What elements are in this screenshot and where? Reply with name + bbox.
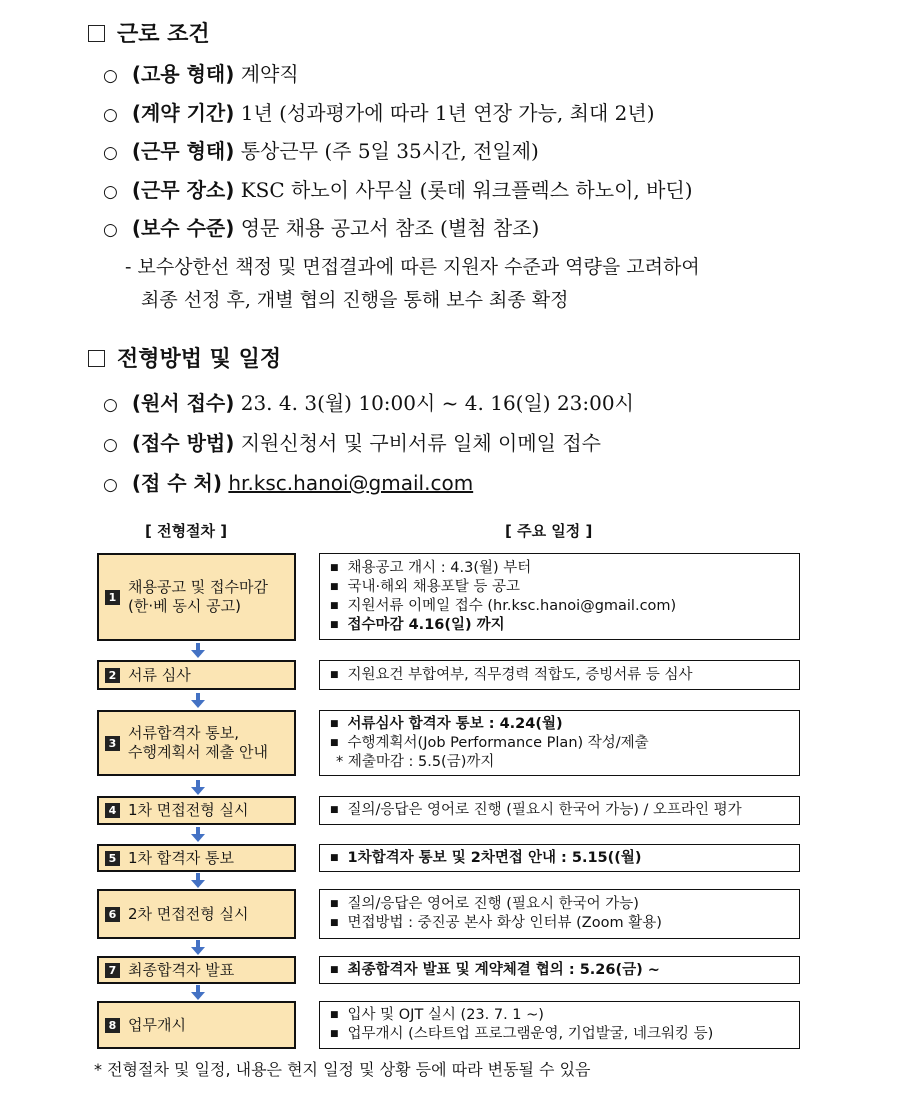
schedule-line: ■ 입사 및 OJT 실시 (23. 7. 1 ~) xyxy=(330,1007,544,1023)
selection-application-period: ○ (원서 접수) 23. 4. 3(월) 10:00시 ~ 4. 16(일) 23:00시 xyxy=(103,391,634,415)
square-bullet-icon: ■ xyxy=(330,1010,339,1020)
step-number-badge: 4 xyxy=(105,803,120,818)
schedule-line: ■ 국내·해외 채용포탈 등 공고 xyxy=(330,578,521,595)
circle-bullet-icon: ○ xyxy=(103,395,118,415)
footer-note: * 전형절차 및 일정, 내용은 현지 일정 및 상황 등에 따라 변동될 수 있음 xyxy=(94,1060,591,1079)
schedule-line: ■ 1차합격자 통보 및 2차면접 안내 : 5.15((월) xyxy=(330,849,642,866)
square-bullet-icon: ■ xyxy=(330,600,339,611)
condition-work-type: ○ (근무 형태) 통상근무 (주 5일 35시간, 전일제) xyxy=(103,139,539,163)
process-step-3 xyxy=(97,710,296,776)
square-bullet-icon: ■ xyxy=(330,718,339,729)
square-bullet-icon: ■ xyxy=(330,669,339,680)
salary-note-line2: 최종 선정 후, 개별 협의 진행을 통해 보수 최종 확정 xyxy=(141,289,569,311)
down-arrow-icon xyxy=(191,834,205,842)
schedule-column-header: [ 주요 일정 ] xyxy=(505,522,593,540)
process-column-header: [ 전형절차 ] xyxy=(145,522,228,540)
down-arrow-icon xyxy=(191,947,205,955)
salary-note-line1: - 보수상한선 책정 및 면접결과에 따른 지원자 수준과 역량을 고려하여 xyxy=(125,256,700,278)
circle-bullet-icon: ○ xyxy=(103,220,118,240)
square-bullet-icon: ■ xyxy=(330,899,339,909)
section-work-conditions-title: 근로 조건 xyxy=(88,17,210,48)
step-label: 서류 심사 xyxy=(128,665,191,684)
square-bullet-icon: ■ xyxy=(330,918,339,928)
schedule-line: ■ 면접방법 : 중진공 본사 화상 인터뷰 (Zoom 활용) xyxy=(330,915,662,931)
step-label: 업무개시 xyxy=(128,1015,186,1034)
process-step-4 xyxy=(97,796,296,825)
step-number-badge: 6 xyxy=(105,907,120,922)
process-step-5 xyxy=(97,844,296,872)
schedule-box-1 xyxy=(319,553,800,640)
schedule-line: ■ 지원요건 부합여부, 직무경력 적합도, 증빙서류 등 심사 xyxy=(330,666,693,683)
section-selection-title: 전형방법 및 일정 xyxy=(88,342,281,373)
schedule-line: ■ 지원서류 이메일 접수 (hr.ksc.hanoi@gmail.com) xyxy=(330,597,677,614)
circle-bullet-icon: ○ xyxy=(103,475,118,495)
schedule-box-7 xyxy=(319,956,800,984)
step-label: 1차 합격자 통보 xyxy=(128,848,235,867)
email-link[interactable]: hr.ksc.hanoi@gmail.com xyxy=(228,471,474,495)
square-bullet-icon: ■ xyxy=(330,619,339,630)
schedule-box-5 xyxy=(319,844,800,872)
square-bullet-icon: ■ xyxy=(330,581,339,592)
schedule-line: ■ 질의/응답은 영어로 진행 (필요시 한국어 가능) xyxy=(330,896,639,912)
step-label: 최종합격자 발표 xyxy=(128,960,235,979)
selection-contact-email: ○ (접 수 처) hr.ksc.hanoi@gmail.com xyxy=(103,471,474,495)
schedule-line: ■ 접수마감 4.16(일) 까지 xyxy=(330,616,505,633)
condition-work-location: ○ (근무 장소) KSC 하노이 사무실 (롯데 워크플렉스 하노이, 바딘) xyxy=(103,178,693,202)
process-step-8 xyxy=(97,1001,296,1049)
down-arrow-icon xyxy=(191,880,205,888)
down-arrow-icon xyxy=(191,787,205,795)
down-arrow-icon xyxy=(191,650,205,658)
schedule-line: ■ 최종합격자 발표 및 계약체결 협의 : 5.26(금) ~ xyxy=(330,961,660,978)
condition-employment-type: ○ (고용 형태) 계약직 xyxy=(103,62,299,86)
square-bullet-icon: ■ xyxy=(330,562,339,573)
down-arrow-icon xyxy=(191,992,205,1000)
step-label: 1차 면접전형 실시 xyxy=(128,801,249,819)
schedule-line: ■ 채용공고 개시 : 4.3(월) 부터 xyxy=(330,559,532,576)
condition-contract-period: ○ (계약 기간) 1년 (성과평가에 따라 1년 연장 가능, 최대 2년) xyxy=(103,101,655,125)
square-bullet-icon: ■ xyxy=(330,852,339,863)
step-number-badge: 1 xyxy=(105,590,120,605)
step-label: 서류합격자 통보, 수행계획서 제출 안내 xyxy=(128,724,268,761)
step-label: 2차 면접전형 실시 xyxy=(128,904,249,923)
checkbox-square-icon xyxy=(88,350,105,367)
square-bullet-icon: ■ xyxy=(330,737,339,748)
schedule-line: ■ 업무개시 (스타트업 프로그램운영, 기업발굴, 네크워킹 등) xyxy=(330,1026,714,1042)
circle-bullet-icon: ○ xyxy=(103,105,118,125)
down-arrow-icon xyxy=(191,700,205,708)
schedule-line: ■ 질의/응답은 영어로 진행 (필요시 한국어 가능) / 오프라인 평가 xyxy=(330,802,742,818)
condition-salary: ○ (보수 수준) 영문 채용 공고서 참조 (별첨 참조) xyxy=(103,216,540,240)
square-bullet-icon: ■ xyxy=(330,964,339,975)
schedule-box-2 xyxy=(319,660,800,690)
step-number-badge: 7 xyxy=(105,963,120,978)
schedule-line: ■ 서류심사 합격자 통보 : 4.24(월) xyxy=(330,715,563,732)
selection-application-method: ○ (접수 방법) 지원신청서 및 구비서류 일체 이메일 접수 xyxy=(103,431,601,455)
step-number-badge: 2 xyxy=(105,668,120,683)
process-step-2 xyxy=(97,660,296,690)
schedule-line: ■ 수행계획서(Job Performance Plan) 작성/제출 xyxy=(330,734,649,751)
circle-bullet-icon: ○ xyxy=(103,143,118,163)
step-label: 채용공고 및 접수마감 (한·베 동시 공고) xyxy=(128,578,268,615)
step-number-badge: 3 xyxy=(105,736,120,751)
schedule-box-3 xyxy=(319,710,800,776)
schedule-box-4 xyxy=(319,796,800,825)
square-bullet-icon: ■ xyxy=(330,1029,339,1039)
process-step-6 xyxy=(97,889,296,939)
process-step-1 xyxy=(97,553,296,641)
checkbox-square-icon xyxy=(88,25,105,42)
step-number-badge: 5 xyxy=(105,851,120,866)
schedule-box-8 xyxy=(319,1001,800,1049)
circle-bullet-icon: ○ xyxy=(103,66,118,86)
circle-bullet-icon: ○ xyxy=(103,182,118,202)
circle-bullet-icon: ○ xyxy=(103,435,118,455)
schedule-note: * 제출마감 : 5.5(금)까지 xyxy=(336,753,495,770)
process-step-7 xyxy=(97,956,296,984)
schedule-box-6 xyxy=(319,889,800,939)
square-bullet-icon: ■ xyxy=(330,805,339,815)
step-number-badge: 8 xyxy=(105,1018,120,1033)
